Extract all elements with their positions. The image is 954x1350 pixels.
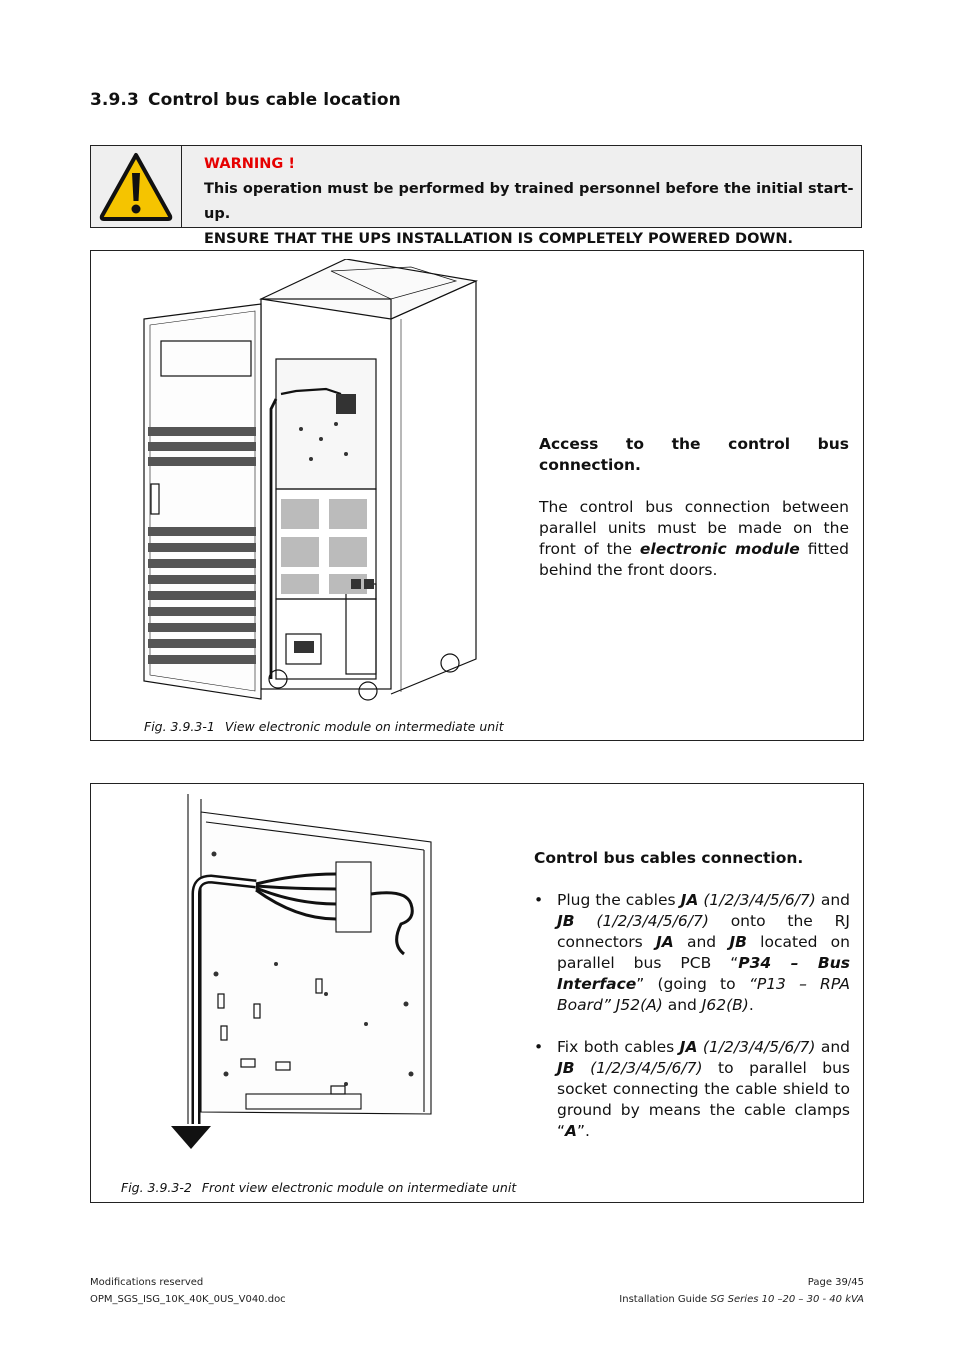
footer-document-name: OPM_SGS_ISG_10K_40K_0US_V040.doc <box>90 1294 286 1305</box>
figure-2-bullet-2: • Fix both cables JA (1/2/3/4/5/6/7) and JB (1/2/3/4/5/6/7) to parallel bus socket connecting the cable shield to ground by means the cable clamps “A”. <box>534 1038 851 1140</box>
footer-right <box>619 1274 864 1308</box>
figure-1-text-before: The control bus connection between parallel units must be made on the front of the <box>539 498 849 558</box>
figure-2-bullet-list <box>534 890 850 1142</box>
electronic-module-front-view-drawing <box>166 794 446 1156</box>
footer-guide-title: Installation Guide SG Series 10 –20 – 30 - 40 kVA <box>619 1294 864 1305</box>
figure-2-caption-number: Fig. 3.9.3-2 <box>121 1180 192 1195</box>
figure-2-caption-text: Front view electronic module on intermediate unit <box>201 1180 517 1195</box>
figure-1-paragraph <box>539 497 849 581</box>
warning-triangle-icon <box>91 146 181 227</box>
figure-1-text-emphasis: electronic module <box>639 540 800 558</box>
section-title: Control bus cable location <box>148 90 401 110</box>
figure-1-title: Access to the control bus connection. <box>539 435 849 474</box>
section-number: 3.9.3 <box>90 90 139 110</box>
section-heading <box>90 90 401 110</box>
footer-modifications: Modifications reserved <box>90 1277 204 1288</box>
figure-2-caption <box>121 1180 516 1195</box>
ups-cabinet-open-door-drawing <box>136 259 536 709</box>
figure-1-text-after: fitted behind the front doors. <box>539 540 849 579</box>
figure-1-box <box>90 250 864 741</box>
footer-left <box>90 1274 286 1308</box>
warning-icon-cell <box>91 146 182 227</box>
warning-text <box>204 152 861 252</box>
warning-line-2: ENSURE THAT THE UPS INSTALLATION IS COMPLETELY POWERED DOWN. <box>204 231 794 247</box>
figure-1-description <box>539 434 849 581</box>
warning-line-1: This operation must be performed by trained personnel before the initial start-up. <box>204 181 854 222</box>
footer-page-number: Page 39/45 <box>807 1277 864 1288</box>
figure-2-description <box>534 848 850 1142</box>
warning-box <box>90 145 862 247</box>
bullet-dot-icon: • <box>534 1038 544 1056</box>
figure-1-caption-text: View electronic module on intermediate unit <box>224 719 504 734</box>
figure-2-title: Control bus cables connection. <box>534 849 804 867</box>
figure-2-bullet-1: • Plug the cables JA (1/2/3/4/5/6/7) and JB (1/2/3/4/5/6/7) onto the RJ connectors JA and JB located on parallel bus PCB “P34 – Bus Interface” (going to “P13 – RPA Board” J52(A) and J62(B). <box>534 891 851 1014</box>
warning-title: WARNING ! <box>204 156 295 172</box>
figure-1-caption <box>144 719 504 734</box>
bullet-dot-icon: • <box>534 891 544 909</box>
figure-1-caption-number: Fig. 3.9.3-1 <box>144 719 215 734</box>
figure-2-box <box>90 783 864 1203</box>
bullet-spacer <box>534 1016 850 1037</box>
